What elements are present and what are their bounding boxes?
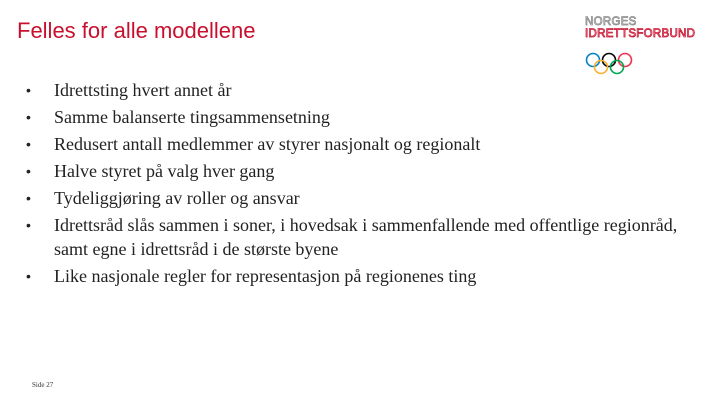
ring-blue — [587, 54, 600, 67]
page-number: Side 27 — [32, 381, 54, 389]
bullet-marker: • — [26, 136, 31, 152]
norges-idrettsforbund-logo — [585, 16, 703, 78]
bullet-text: Redusert antall medlemmer av styrer nasjonalt og regionalt — [54, 134, 481, 154]
bullet-marker: • — [26, 82, 31, 98]
ring-black — [603, 54, 616, 67]
bullet-item — [26, 264, 706, 288]
bullet-item — [26, 78, 706, 102]
bullet-marker: • — [26, 268, 31, 284]
bullet-item — [26, 213, 706, 261]
olympic-rings-icon — [585, 51, 637, 77]
bullet-marker: • — [26, 163, 31, 179]
bullet-text: Like nasjonale regler for representasjon på regionenes ting — [54, 266, 477, 286]
bullet-item — [26, 132, 706, 156]
bullet-marker: • — [26, 109, 31, 125]
bullet-item — [26, 186, 706, 210]
ring-green — [611, 61, 624, 74]
bullet-list — [26, 78, 706, 291]
bullet-marker: • — [26, 190, 31, 206]
slide-title: Felles for alle modellene — [17, 18, 256, 43]
bullet-item — [26, 105, 706, 129]
ring-red — [619, 54, 632, 67]
bullet-text: Tydeliggjøring av roller og ansvar — [54, 188, 300, 208]
bullet-item — [26, 159, 706, 183]
bullet-text: Idrettsråd slås sammen i soner, i hovedsak i sammenfallende med offentlige regionråd, samt egne i idrettsråd i de største byene — [54, 215, 678, 259]
logo-line-1: NORGES — [585, 16, 637, 28]
bullet-text: Idrettsting hvert annet år — [54, 80, 232, 100]
bullet-text: Samme balanserte tingsammensetning — [54, 107, 330, 127]
bullet-text: Halve styret på valg hver gang — [54, 161, 275, 181]
bullet-marker: • — [26, 217, 31, 233]
logo-line-2: IDRETTSFORBUND — [585, 28, 696, 40]
ring-yellow — [595, 61, 608, 74]
